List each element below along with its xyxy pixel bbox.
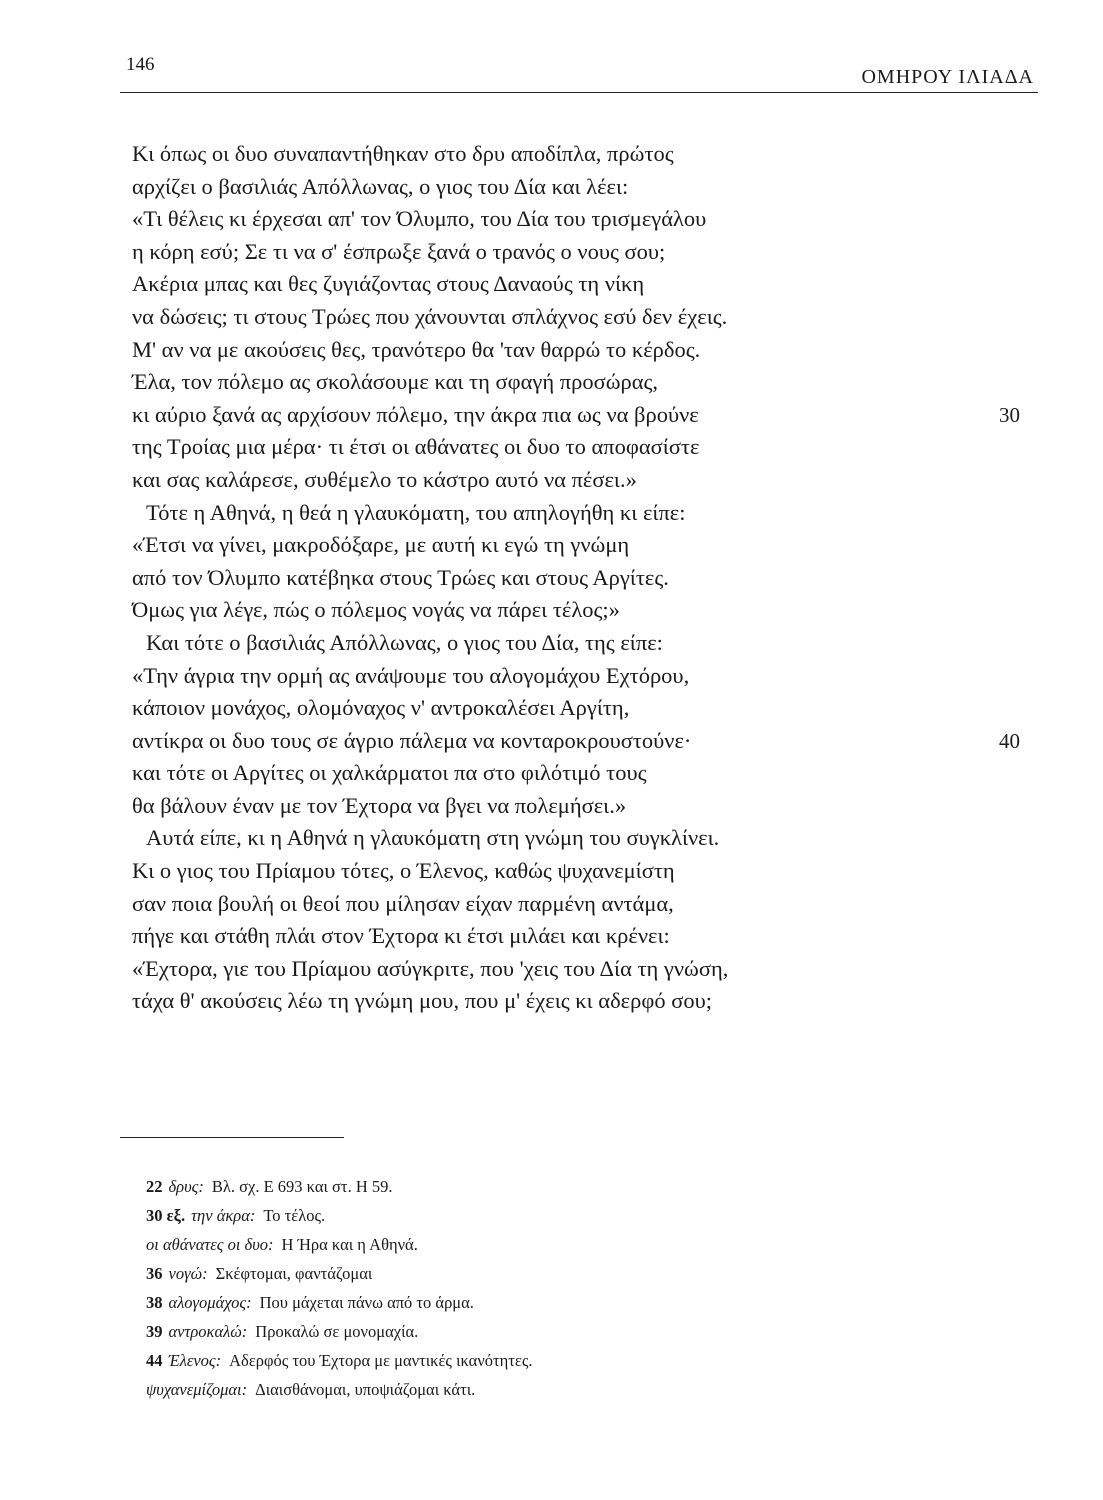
verse-line [132, 594, 1032, 627]
verse-line [132, 464, 1032, 497]
footnote-text: Η Ήρα και η Αθηνά. [281, 1235, 418, 1254]
verse-line [132, 822, 1032, 855]
verse-line [132, 790, 1032, 823]
verse-text: να δώσεις; τι στους Τρώες που χάνουνται σπλάχνος εσύ δεν έχεις. [132, 303, 728, 329]
verse-line [132, 953, 1032, 986]
footnote [146, 1288, 1026, 1317]
line-number: 40 [999, 728, 1020, 753]
footnote-term: Έλενος: [168, 1351, 222, 1370]
verse-text: αρχίζει ο βασιλιάς Απόλλωνας, ο γιος του Δία και λέει: [132, 173, 629, 199]
verse-text: «Τι θέλεις κι έρχεσαι απ' τον Όλυμπο, του Δία του τρισμεγάλου [132, 206, 707, 232]
footnote-number: 36 [146, 1264, 163, 1283]
footnote [146, 1346, 1026, 1375]
verse-text: «Την άγρια την ορμή ας ανάψουμε του αλογομάχου Εχτόρου, [132, 662, 690, 688]
footnote-text: Βλ. σχ. Ε 693 και στ. Η 59. [211, 1177, 393, 1196]
footnote [146, 1230, 1026, 1259]
footnote [146, 1317, 1026, 1346]
verse-line [132, 399, 1032, 432]
footnote-separator [120, 1137, 344, 1138]
verse-line [132, 562, 1032, 595]
footnote-number: 30 εξ. [146, 1206, 186, 1225]
footnote [146, 1375, 1026, 1404]
footnote-term: νογώ: [168, 1264, 208, 1283]
verse-text: και σας καλάρεσε, συθέμελο το κάστρο αυτό να πέσει.» [132, 466, 637, 492]
footnote-number: 22 [146, 1177, 163, 1196]
verse-text: θα βάλουν έναν με τον Έχτορα να βγει να πολεμήσει.» [132, 792, 627, 818]
verse-line [132, 660, 1032, 693]
footnote-number: 44 [146, 1351, 163, 1370]
verse-text: κάποιον μονάχος, ολομόναχος ν' αντροκαλέσει Αργίτη, [132, 695, 630, 721]
footnote-term: οι αθάνατες οι δυο: [146, 1235, 274, 1254]
verse-text: σαν ποια βουλή οι θεοί που μίλησαν είχαν παρμένη αντάμα, [132, 890, 674, 916]
verse-text: τάχα θ' ακούσεις λέω τη γνώμη μου, που μ' έχεις κι αδερφό σου; [132, 988, 712, 1014]
footnote-text: Αδερφός του Έχτορα με μαντικές ικανότητες. [229, 1351, 533, 1370]
footnote-text: Διαισθάνομαι, υποψιάζομαι κάτι. [255, 1380, 476, 1399]
verse-line [132, 268, 1032, 301]
footnote-term: αντροκαλώ: [168, 1322, 248, 1341]
verse-text: Τότε η Αθηνά, η θεά η γλαυκόματη, του απηλογήθη κι είπε: [146, 499, 686, 525]
verse-text: κι αύριο ξανά ας αρχίσουν πόλεμο, την άκρα πια ως να βρούνε [132, 401, 699, 427]
verse-line [132, 236, 1032, 269]
verse-line [132, 757, 1032, 790]
verse-text: Κι όπως οι δυο συναπαντήθηκαν στο δρυ αποδίπλα, πρώτος [132, 141, 674, 166]
verse-text: «Έχτορα, γιε του Πρίαμου ασύγκριτε, που 'χεις του Δία τη γνώση, [132, 955, 729, 981]
verse-line [132, 138, 1032, 171]
verse-line [132, 920, 1032, 953]
verse-text: αντίκρα οι δυο τους σε άγριο πάλεμα να κονταροκρουστούνε· [132, 727, 692, 753]
verse-line [132, 855, 1032, 888]
verse-line [132, 725, 1032, 758]
footnote-text: Το τέλος. [263, 1206, 326, 1225]
verse-line [132, 627, 1032, 660]
footnote-number: 38 [146, 1293, 163, 1312]
verse-line [132, 985, 1032, 1018]
page-number: 146 [126, 54, 155, 75]
footnote-text: Που μάχεται πάνω από το άρμα. [259, 1293, 474, 1312]
verse-text: και τότε οι Αργίτες οι χαλκάρματοι πα στο φιλότιμό τους [132, 760, 647, 786]
verse-line [132, 171, 1032, 204]
footnote-text: Προκαλώ σε μονομαχία. [255, 1322, 419, 1341]
footnote-term: αλογομάχος: [168, 1293, 252, 1312]
verse-text: πήγε και στάθη πλάι στον Έχτορα κι έτσι μιλάει και κρένει: [132, 923, 670, 949]
footnote-number: 39 [146, 1322, 163, 1341]
footnote [146, 1172, 1026, 1201]
verse-line [132, 692, 1032, 725]
verse-text: της Τροίας μια μέρα· τι έτσι οι αθάνατες οι δυο το αποφασίστε [132, 434, 700, 460]
verse-text: Όμως για λέγε, πώς ο πόλεμος νογάς να πάρει τέλος;» [132, 597, 620, 623]
poem-text [132, 138, 1032, 1018]
verse-text: Έλα, τον πόλεμο ας σκολάσουμε και τη σφαγή προσώρας, [132, 369, 659, 395]
page-header [120, 50, 1038, 93]
line-number: 30 [999, 402, 1020, 427]
running-title: ΟΜΗΡΟΥ ΙΛΙΑΔΑ [861, 66, 1034, 88]
verse-text: Ακέρια μπας και θες ζυγιάζοντας στους Δαναούς τη νίκη [132, 271, 645, 297]
verse-text: η κόρη εσύ; Σε τι να σ' έσπρωξε ξανά ο τρανός ο νους σου; [132, 238, 666, 264]
verse-text: Αυτά είπε, κι η Αθηνά η γλαυκόματη στη γνώμη του συγκλίνει. [146, 825, 720, 851]
verse-line [132, 366, 1032, 399]
verse-line [132, 334, 1032, 367]
verse-line [132, 888, 1032, 921]
footnote [146, 1201, 1026, 1230]
verse-text: Μ' αν να με ακούσεις θες, τρανότερο θα 'ταν θαρρώ το κέρδος. [132, 336, 701, 362]
footnote [146, 1259, 1026, 1288]
verse-text: από τον Όλυμπο κατέβηκα στους Τρώες και στους Αργίτες. [132, 564, 669, 590]
verse-text: Και τότε ο βασιλιάς Απόλλωνας, ο γιος του Δία, της είπε: [146, 629, 663, 655]
footnote-term: την άκρα: [191, 1206, 256, 1225]
footnote-text: Σκέφτομαι, φαντάζομαι [215, 1264, 373, 1283]
verse-line [132, 301, 1032, 334]
verse-text: Κι ο γιος του Πρίαμου τότες, ο Έλενος, καθώς ψυχανεμίστη [132, 858, 675, 884]
verse-line [132, 203, 1032, 236]
footnote-term: δρυς: [168, 1177, 204, 1196]
footnote-term: ψυχανεμίζομαι: [146, 1380, 248, 1399]
verse-line [132, 497, 1032, 530]
verse-line [132, 529, 1032, 562]
footnotes [146, 1172, 1026, 1404]
verse-line [132, 431, 1032, 464]
verse-text: «Έτσι να γίνει, μακροδόξαρε, με αυτή κι εγώ τη γνώμη [132, 532, 630, 558]
